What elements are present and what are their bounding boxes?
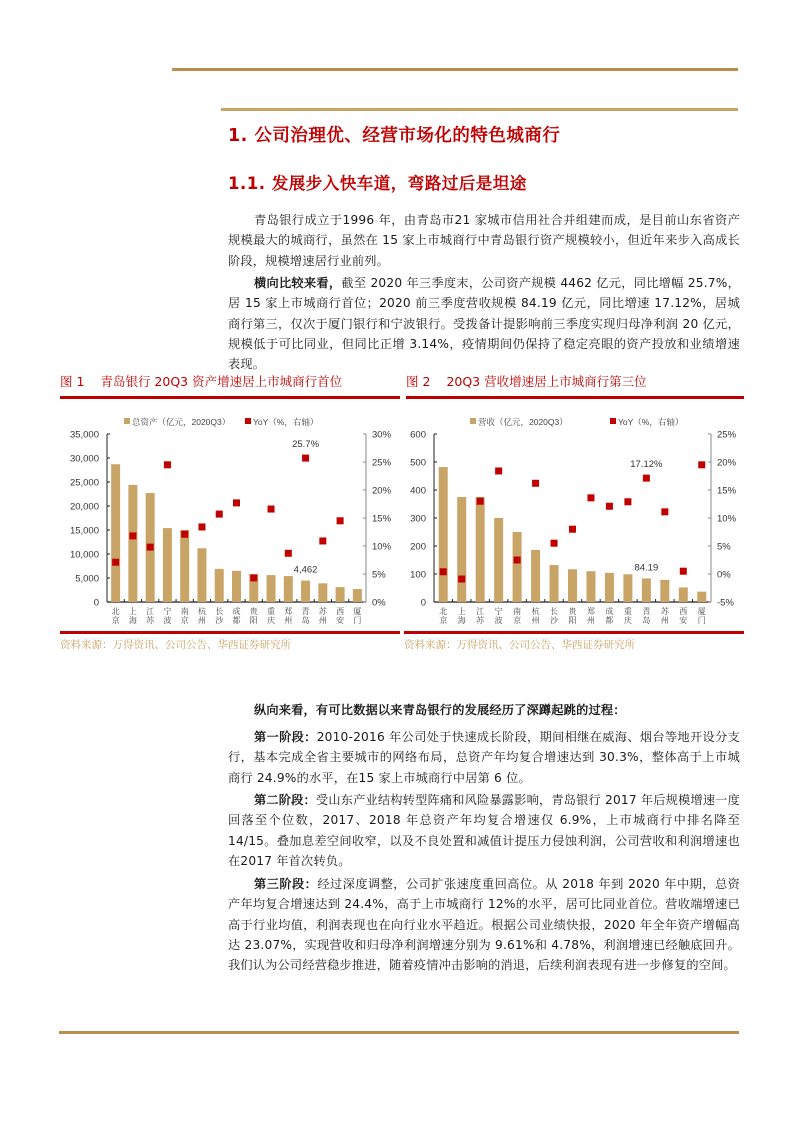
figure-1-title (60, 372, 400, 394)
bar (642, 578, 651, 602)
bar (336, 587, 345, 602)
figure-1-chart (55, 405, 405, 630)
yoy-marker (569, 526, 576, 533)
x-axis-category-label: 门 (353, 616, 362, 625)
x-axis-category-label: 州 (197, 616, 206, 625)
left-axis-tick-label: 100 (410, 569, 426, 581)
x-axis-category-label: 岛 (642, 616, 651, 625)
legend-bar-swatch (124, 418, 130, 424)
x-axis-category-label: 南 (513, 607, 522, 616)
x-axis-category-label: 安 (336, 616, 345, 625)
x-axis-category-label: 州 (660, 616, 669, 625)
x-axis-category-label: 海 (457, 616, 466, 625)
paragraph-lead: 第三阶段： (254, 877, 318, 891)
right-axis-tick-label: 25% (717, 429, 737, 441)
figure-2-number: 图 2 (406, 374, 431, 389)
left-axis-tick-label: 15,000 (69, 525, 99, 537)
x-axis-category-label: 京 (439, 616, 448, 625)
data-annotation: 4,462 (293, 564, 318, 576)
left-axis-tick-label: 0 (93, 597, 99, 609)
paragraph-lead: 第一阶段： (254, 730, 317, 744)
bar (476, 497, 485, 602)
x-axis-category-label: 门 (697, 616, 706, 625)
paragraph-text: 青岛银行成立于1996 年，由青岛市21 家城市信用社合并组建而成，是目前山东省资产规模最大的城商行，虽然在 15 家上市城商行中青岛银行资产规模较小，但近年来步入高成长阶段，规模增速居行业前列。 (228, 213, 740, 268)
x-axis-category-label: 宁 (163, 607, 172, 616)
yoy-marker (698, 461, 705, 468)
x-axis-category-label: 西 (336, 607, 345, 616)
paragraph-text: 受山东产业结构转型阵痛和风险暴露影响，青岛银行 2017 年后规模增速一度回落至个位数，2017、2018 年总资产年均复合增速仅 6.9%，上市城商行中排名降至 14/15。叠加息差空间收窄，以及不良处置和减值计提压力侵蚀利润，公司营收和利润增速也在2017 年首次转负。 (228, 793, 740, 868)
left-axis-tick-label: 20,000 (69, 501, 99, 513)
x-axis-category-label: 州 (586, 616, 595, 625)
figure-2-top-rule (406, 396, 744, 399)
bar (284, 576, 293, 602)
x-axis-category-label: 安 (679, 616, 688, 625)
paragraph-lead: 纵向来看，有可比数据以来青岛银行的发展经历了深蹲起跳的过程： (254, 703, 626, 717)
x-axis-category-label: 南 (180, 607, 189, 616)
paragraph-vertical-intro (228, 700, 740, 720)
yoy-marker (606, 503, 613, 510)
legend-marker-swatch (610, 418, 616, 424)
x-axis-category-label: 海 (128, 616, 137, 625)
left-axis-tick-label: 0 (420, 597, 426, 609)
yoy-marker (661, 508, 668, 515)
paragraph-lead: 第二阶段： (254, 793, 316, 807)
paragraph-stage-2 (228, 790, 740, 871)
subsection-heading: 1.1. 发展步入快车道，弯路过后是坦途 (228, 174, 527, 193)
paragraph-stage-3 (228, 874, 740, 975)
paragraph-intro (228, 210, 740, 271)
x-axis-category-label: 阳 (568, 616, 577, 625)
bar (679, 587, 688, 602)
left-axis-tick-label: 300 (410, 513, 426, 525)
yoy-marker (337, 517, 344, 524)
yoy-marker (198, 523, 205, 530)
right-axis-tick-label: 30% (372, 429, 392, 441)
x-axis-category-label: 郑 (284, 607, 293, 616)
bar (457, 497, 466, 602)
right-axis-tick-label: 0% (717, 569, 731, 581)
x-axis-category-label: 江 (146, 607, 155, 616)
x-axis-category-label: 苏 (318, 607, 327, 616)
paragraph-stage-1 (228, 727, 740, 788)
bar (697, 592, 706, 602)
yoy-marker (624, 498, 631, 505)
yoy-marker (181, 531, 188, 538)
x-axis-category-label: 郑 (586, 607, 595, 616)
legend-bar-label: 营收（亿元，2020Q3） (478, 417, 568, 427)
x-axis-category-label: 北 (111, 607, 120, 616)
x-axis-category-label: 岛 (301, 616, 310, 625)
bar (267, 575, 276, 602)
right-axis-tick-label: 5% (372, 569, 386, 581)
legend-marker-swatch (245, 418, 251, 424)
figure-1-top-rule (60, 396, 400, 399)
figure-2-title (406, 372, 744, 394)
left-axis-tick-label: 10,000 (69, 549, 99, 561)
yoy-marker (680, 568, 687, 575)
left-axis-tick-label: 400 (410, 485, 426, 497)
x-axis-category-label: 长 (550, 607, 559, 616)
right-axis-tick-label: 5% (717, 541, 731, 553)
bar (301, 581, 310, 602)
x-axis-category-label: 成 (232, 607, 241, 616)
bar (586, 571, 595, 602)
yoy-marker (129, 532, 136, 539)
x-axis-category-label: 沙 (215, 616, 224, 625)
legend-bar-label: 总资产（亿元，2020Q3） (132, 417, 231, 427)
x-axis-category-label: 贵 (249, 607, 258, 616)
left-axis-tick-label: 200 (410, 541, 426, 553)
x-axis-category-label: 州 (284, 616, 293, 625)
x-axis-category-label: 青 (301, 607, 310, 616)
figure-1 (60, 372, 400, 399)
x-axis-category-label: 重 (623, 607, 632, 616)
footer-rule (59, 1031, 739, 1034)
left-axis-tick-label: 600 (410, 429, 426, 441)
right-axis-tick-label: 15% (372, 513, 392, 525)
yoy-marker (643, 475, 650, 482)
x-axis-category-label: 州 (531, 616, 540, 625)
x-axis-category-label: 京 (513, 616, 522, 625)
right-axis-tick-label: -5% (717, 597, 734, 609)
legend-bar-swatch (470, 418, 476, 424)
figure-2 (406, 372, 744, 399)
bar (163, 528, 172, 602)
left-axis-tick-label: 35,000 (69, 429, 99, 441)
data-annotation: 25.7% (292, 439, 320, 451)
x-axis-category-label: 都 (232, 616, 241, 625)
figure-1-number: 图 1 (60, 374, 85, 389)
header-rule-section (221, 108, 738, 111)
x-axis-category-label: 沙 (550, 616, 559, 625)
right-axis-tick-label: 15% (717, 485, 737, 497)
yoy-marker (147, 544, 154, 551)
yoy-marker (495, 467, 502, 474)
right-axis-tick-label: 10% (372, 541, 392, 553)
left-axis-tick-label: 500 (410, 457, 426, 469)
bar (623, 574, 632, 602)
right-axis-tick-label: 0% (372, 597, 386, 609)
left-axis-tick-label: 25,000 (69, 477, 99, 489)
bar (197, 548, 206, 602)
right-axis-tick-label: 20% (372, 485, 392, 497)
figure-1-source: 资料来源：万得资讯、公司公告、华西证券研究所 (60, 639, 291, 651)
paragraph-text: 截至 2020 年三季度末，公司资产规模 4462 亿元，同比增幅 25.7%，居 15 家上市城商行首位；2020 前三季度营收规模 84.19 亿元，同比增速 17.12%，居城商行第三，仅次于厦门银行和宁波银行。受拨备计提影响前三季度实现归母净利润 20 亿元，规模低于可比同业，但同比正增 3.14%，疫情期间仍保持了稳定亮眼的资产投放和业绩增速表现。 (228, 276, 740, 372)
x-axis-category-label: 苏 (476, 616, 485, 625)
x-axis-category-label: 京 (111, 616, 120, 625)
x-axis-category-label: 长 (215, 607, 224, 616)
x-axis-category-label: 波 (163, 616, 172, 625)
yoy-marker (112, 559, 119, 566)
bar (215, 569, 224, 602)
figure-2-chart (400, 405, 745, 630)
data-annotation: 84.19 (634, 562, 659, 574)
figure-1-caption: 青岛银行 20Q3 资产增速居上市城商行首位 (100, 374, 343, 389)
yoy-marker (532, 480, 539, 487)
bar (232, 571, 241, 602)
yoy-marker (164, 461, 171, 468)
legend-marker-label: YoY（%，右轴） (618, 417, 684, 427)
figure-2-source: 资料来源：万得资讯、公司公告、华西证券研究所 (404, 639, 635, 651)
yoy-marker (587, 494, 594, 501)
yoy-marker (477, 498, 484, 505)
x-axis-category-label: 厦 (353, 607, 362, 616)
bar (128, 485, 137, 602)
x-axis-category-label: 上 (128, 607, 137, 616)
bar (531, 550, 540, 602)
x-axis-category-label: 西 (679, 607, 688, 616)
bar (111, 464, 120, 602)
yoy-marker (285, 550, 292, 557)
paragraph-horizontal (228, 273, 740, 374)
figure-2-bottom-rule (404, 631, 744, 634)
x-axis-category-label: 苏 (146, 616, 155, 625)
x-axis-category-label: 杭 (197, 607, 206, 616)
right-axis-tick-label: 10% (717, 513, 737, 525)
x-axis-category-label: 北 (439, 607, 448, 616)
bar (550, 565, 559, 602)
x-axis-category-label: 青 (642, 607, 651, 616)
x-axis-category-label: 重 (267, 607, 276, 616)
yoy-marker (440, 568, 447, 575)
x-axis-category-label: 京 (180, 616, 189, 625)
figure-2-caption: 20Q3 营收增速居上市城商行第三位 (446, 374, 647, 389)
yoy-marker (514, 557, 521, 564)
yoy-marker (551, 540, 558, 547)
yoy-marker (268, 506, 275, 513)
x-axis-category-label: 庆 (623, 616, 632, 625)
x-axis-category-label: 波 (494, 616, 503, 625)
x-axis-category-label: 厦 (697, 607, 706, 616)
x-axis-category-label: 江 (476, 607, 485, 616)
left-axis-tick-label: 30,000 (69, 453, 99, 465)
x-axis-category-label: 贵 (568, 607, 577, 616)
header-rule-top (172, 68, 738, 71)
paragraph-lead: 横向比较来看， (254, 276, 342, 290)
section-heading: 1. 公司治理优、经营市场化的特色城商行 (228, 126, 561, 146)
x-axis-category-label: 上 (457, 607, 466, 616)
bar (318, 583, 327, 602)
yoy-marker (250, 574, 257, 581)
yoy-marker (319, 537, 326, 544)
x-axis-category-label: 杭 (531, 607, 540, 616)
x-axis-category-label: 成 (605, 607, 614, 616)
bar (494, 518, 503, 602)
x-axis-category-label: 宁 (494, 607, 503, 616)
yoy-marker (233, 499, 240, 506)
yoy-marker (458, 576, 465, 583)
yoy-marker (216, 511, 223, 518)
paragraph-text: 2010-2016 年公司处于快速成长阶段，期间相继在威海、烟台等地开设分支行，基本完成全省主要城市的网络布局，总资产年均复合增速达到 30.3%，整体高于上市城商行 24.9%的水平，在15 家上市城商行中居第 6 位。 (228, 730, 741, 785)
bar (513, 532, 522, 602)
x-axis-category-label: 阳 (249, 616, 258, 625)
legend-marker-label: YoY（%，右轴） (253, 417, 319, 427)
bar (605, 573, 614, 602)
figure-1-bottom-rule (60, 631, 400, 634)
bar (180, 530, 189, 602)
left-axis-tick-label: 5,000 (75, 573, 99, 585)
right-axis-tick-label: 20% (717, 457, 737, 469)
right-axis-tick-label: 25% (372, 457, 392, 469)
bar (439, 467, 448, 602)
x-axis-category-label: 庆 (267, 616, 276, 625)
paragraph-text: 经过深度调整，公司扩张速度重回高位。从 2018 年到 2020 年中期，总资产年均复合增速达到 24.4%，高于上市城商行 12%的水平，居可比同业首位。营收端增速已高于行业均值，利润表现也在向行业水平趋近。根据公司业绩快报，2020 年全年资产增幅高达 23.07%，实现营收和归母净利润增速分别为 9.61%和 4.78%，利润增速已经触底回升。我们认为公司经营稳步推进，随着疫情冲击影响的消退，后续利润表现有进一步修复的空间。 (228, 877, 740, 973)
bar (568, 569, 577, 602)
bar (660, 580, 669, 602)
yoy-marker (302, 455, 309, 462)
x-axis-category-label: 都 (605, 616, 614, 625)
bar (353, 589, 362, 602)
x-axis-category-label: 州 (318, 616, 327, 625)
data-annotation: 17.12% (630, 459, 663, 471)
x-axis-category-label: 苏 (660, 607, 669, 616)
